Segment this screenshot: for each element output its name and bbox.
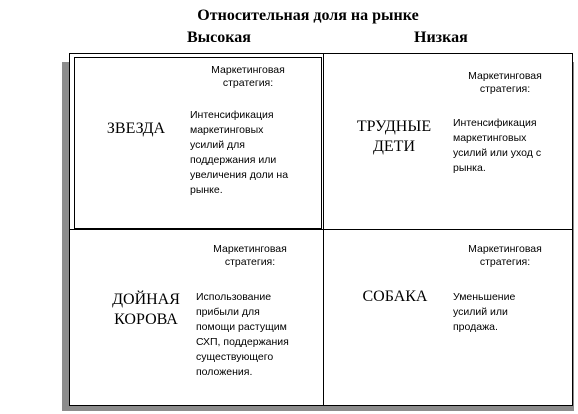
problem-children-strategy-label	[445, 70, 565, 96]
cash-cow-name-line2: КОРОВА	[114, 311, 178, 328]
cash-cow-desc-line: положения.	[196, 366, 253, 378]
cash-cow-desc-line: СХП, поддержания	[196, 336, 289, 348]
column-label-high: Высокая	[187, 29, 251, 46]
dog-description	[453, 290, 563, 335]
cash-cow-desc-line: существующего	[196, 351, 274, 363]
star-strategy-label-line2: стратегия:	[222, 77, 274, 89]
cash-cow-strategy-label-line2: стратегия:	[224, 256, 276, 268]
cash-cow-desc-line: Использование	[196, 291, 272, 303]
problem-children-description	[453, 116, 571, 176]
dog-desc-line: усилий или	[453, 306, 508, 318]
star-desc-line: рынке.	[190, 184, 223, 196]
problem-children-strategy-label-line1: Маркетинговая	[468, 70, 542, 82]
matrix-grid	[69, 53, 573, 406]
cash-cow-desc-line: помощи растущим	[196, 321, 287, 333]
star-name: ЗВЕЗДА	[106, 120, 166, 137]
problem-children-desc-line: маркетинговых	[453, 132, 527, 144]
dog-strategy-label-line2: стратегия:	[479, 256, 531, 268]
cash-cow-desc-line: прибыли для	[196, 306, 260, 318]
cash-cow-strategy-label-line1: Маркетинговая	[213, 243, 287, 255]
star-desc-line: усилий для	[190, 139, 245, 151]
star-desc-line: увеличения доли на	[190, 169, 289, 181]
diagram-title: Относительная доля на рынке	[197, 7, 419, 24]
problem-children-name-line1: ТРУДНЫЕ	[356, 118, 432, 135]
cash-cow-strategy-label	[190, 243, 310, 269]
column-label-low: Низкая	[414, 29, 468, 46]
star-description	[190, 108, 318, 198]
dog-desc-line: Уменьшение	[453, 291, 516, 303]
problem-children-desc-line: Интенсификация	[453, 117, 537, 129]
problem-children-name	[346, 117, 442, 157]
cash-cow-name-line1: ДОЙНАЯ	[112, 291, 180, 308]
dog-name: СОБАКА	[362, 288, 428, 305]
problem-children-name-line2: ДЕТИ	[372, 138, 415, 155]
star-strategy-label-line1: Маркетинговая	[211, 64, 285, 76]
cash-cow-description	[196, 290, 320, 380]
problem-children-desc-line: рынка.	[453, 162, 486, 174]
problem-children-strategy-label-line2: стратегия:	[479, 83, 531, 95]
dog-desc-line: продажа.	[453, 321, 498, 333]
dog-strategy-label-line1: Маркетинговая	[468, 243, 542, 255]
problem-children-desc-line: усилий или уход с	[453, 147, 542, 159]
dog-strategy-label	[445, 243, 565, 269]
star-desc-line: поддержания или	[190, 154, 277, 166]
cash-cow-name	[102, 290, 190, 330]
star-desc-line: маркетинговых	[190, 124, 264, 136]
star-strategy-label	[188, 64, 308, 90]
star-desc-line: Интенсификация	[190, 109, 274, 121]
horizontal-divider	[70, 229, 572, 230]
